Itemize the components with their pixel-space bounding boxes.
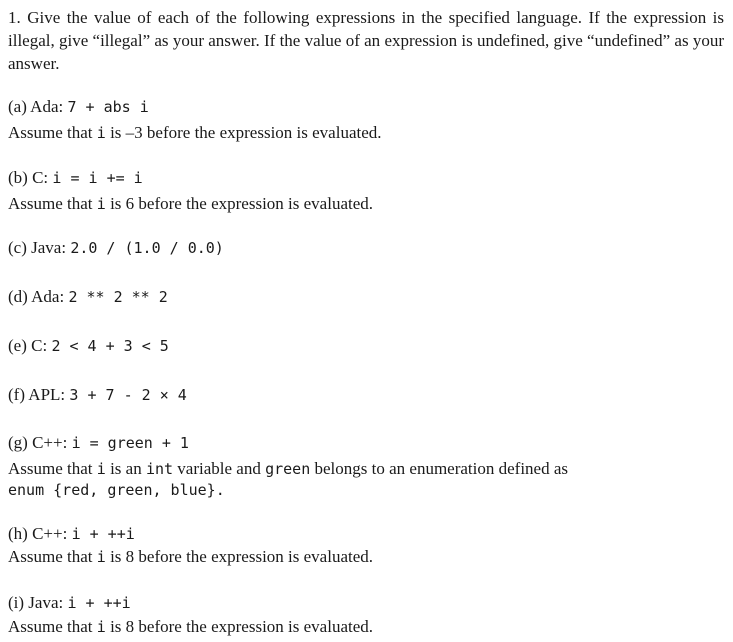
exercise-page bbox=[8, 6, 724, 636]
item-d-label: (d) Ada: bbox=[8, 287, 65, 306]
item-h-note bbox=[8, 546, 724, 568]
item-g-note-var-green: green bbox=[265, 460, 311, 478]
item-b-code: i = i += i bbox=[52, 169, 143, 187]
item-a-note-var: i bbox=[96, 124, 106, 142]
item-h-expression bbox=[8, 523, 724, 545]
item-i-note-var: i bbox=[96, 618, 106, 636]
item-a-note bbox=[8, 122, 724, 144]
item-g-note-line2 bbox=[8, 479, 724, 501]
item-g-label: (g) C++: bbox=[8, 433, 68, 452]
item-i-expression bbox=[8, 592, 724, 614]
item-c-code: 2.0 / (1.0 / 0.0) bbox=[70, 239, 224, 257]
item-a-note-text: Assume that bbox=[8, 123, 97, 142]
item-i-label: (i) Java: bbox=[8, 593, 64, 612]
item-c-expression bbox=[8, 237, 724, 259]
item-a-note-rest: is –3 before the expression is evaluated. bbox=[105, 123, 382, 142]
item-h-label: (h) C++: bbox=[8, 524, 68, 543]
item-b-note-text: Assume that bbox=[8, 194, 97, 213]
item-e-code: 2 < 4 + 3 < 5 bbox=[51, 337, 169, 355]
item-g-note-var-i: i bbox=[96, 460, 106, 478]
item-i-code: i + ++i bbox=[67, 594, 131, 612]
item-b-expression bbox=[8, 167, 724, 189]
item-e-expression bbox=[8, 335, 724, 357]
item-d-expression bbox=[8, 286, 724, 308]
item-i-note bbox=[8, 616, 724, 638]
item-a-expression bbox=[8, 96, 724, 118]
item-b-note-var: i bbox=[96, 195, 106, 213]
item-g-code: i = green + 1 bbox=[71, 434, 189, 452]
item-a-label: (a) Ada: bbox=[8, 97, 64, 116]
item-f-label: (f) APL: bbox=[8, 385, 66, 404]
item-h-note-text: Assume that bbox=[8, 547, 97, 566]
item-g-note bbox=[8, 458, 724, 480]
item-h-note-var: i bbox=[96, 548, 106, 566]
item-h-note-rest: is 8 before the expression is evaluated. bbox=[105, 547, 374, 566]
item-b-note-rest: is 6 before the expression is evaluated. bbox=[105, 194, 374, 213]
item-g-note-text-c: variable and bbox=[173, 459, 266, 478]
item-g-note-text-a: Assume that bbox=[8, 459, 97, 478]
item-b-note bbox=[8, 193, 724, 215]
item-h-code: i + ++i bbox=[71, 525, 135, 543]
item-d-code: 2 ** 2 ** 2 bbox=[68, 288, 168, 306]
item-a-code: 7 + abs i bbox=[67, 98, 149, 116]
item-c-label: (c) Java: bbox=[8, 238, 67, 257]
item-g-enum-definition: enum {red, green, blue}. bbox=[8, 481, 225, 499]
item-i-note-text: Assume that bbox=[8, 617, 97, 636]
item-i-note-rest: is 8 before the expression is evaluated. bbox=[105, 617, 374, 636]
item-b-label: (b) C: bbox=[8, 168, 49, 187]
item-e-label: (e) C: bbox=[8, 336, 48, 355]
item-f-code: 3 + 7 - 2 × 4 bbox=[69, 386, 187, 404]
item-g-note-var-int: int bbox=[145, 460, 174, 478]
item-g-expression bbox=[8, 432, 724, 454]
item-g-note-text-b: is an bbox=[105, 459, 146, 478]
item-f-expression bbox=[8, 384, 724, 406]
item-g-note-text-d: belongs to an enumeration defined as bbox=[310, 459, 569, 478]
question-intro: 1. Give the value of each of the following expressions in the specified language. If the expression is illegal, give “illegal” as your answer. If the value of an expression is undefined, give “undefined” as your answer. bbox=[8, 8, 724, 73]
